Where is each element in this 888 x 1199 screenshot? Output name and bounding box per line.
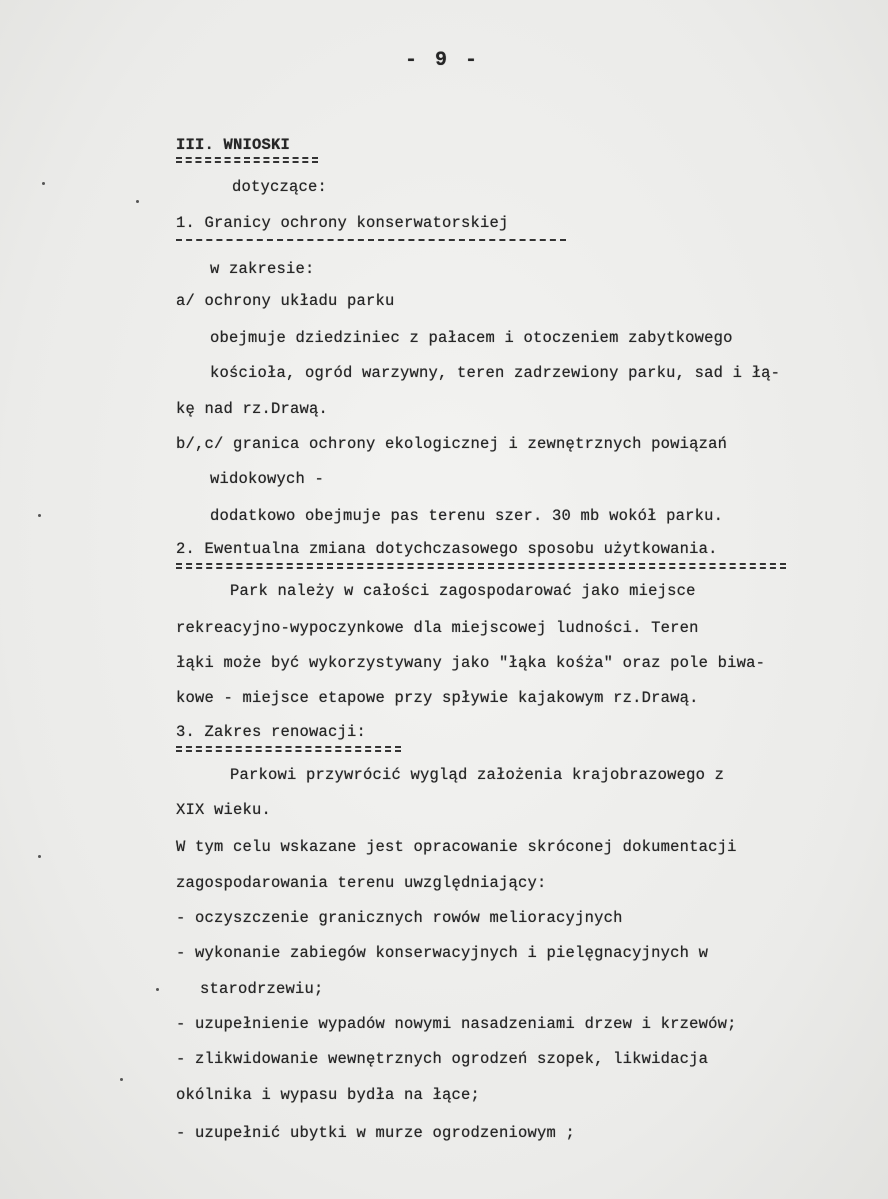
paper-speck bbox=[136, 200, 139, 203]
text-line: okólnika i wypasu bydła na łące; bbox=[176, 1086, 481, 1104]
subheading-1: 1. Granicy ochrony konserwatorskiej bbox=[176, 214, 509, 232]
text-line: obejmuje dziedziniec z pałacem i otoczeniem zabytkowego bbox=[210, 329, 733, 347]
text-line: Parkowi przywrócić wygląd założenia krajobrazowego z bbox=[230, 766, 725, 784]
text-line: rekreacyjno-wypoczynkowe dla miejscowej ludności. Teren bbox=[176, 619, 699, 637]
subheading-2: 2. Ewentualna zmiana dotychczasowego sposobu użytkowania. bbox=[176, 540, 718, 558]
paper-speck bbox=[120, 1078, 123, 1081]
list-item: - uzupełnić ubytki w murze ogrodzeniowym ; bbox=[176, 1124, 576, 1142]
subheading-underline bbox=[176, 239, 566, 241]
text-line: starodrzewiu; bbox=[200, 980, 324, 998]
text-line: kę nad rz.Drawą. bbox=[176, 400, 329, 418]
text-line: w zakresie: bbox=[210, 260, 315, 278]
text-line: łąki może być wykorzystywany jako "łąka kośża" oraz pole biwa- bbox=[176, 654, 766, 672]
text-line: widokowych - bbox=[210, 470, 325, 488]
text-line: kowe - miejsce etapowe przy spływie kajakowym rz.Drawą. bbox=[176, 689, 699, 707]
paper-speck bbox=[42, 182, 45, 185]
heading-underline bbox=[176, 157, 318, 159]
text-line: a/ ochrony układu parku bbox=[176, 292, 395, 310]
list-item: - oczyszczenie granicznych rowów melioracyjnych bbox=[176, 909, 623, 927]
paper-speck bbox=[156, 988, 159, 991]
subheading-underline bbox=[176, 563, 786, 565]
text-line: dotyczące: bbox=[232, 178, 328, 196]
section-heading: III. WNIOSKI bbox=[176, 136, 291, 154]
list-item: - wykonanie zabiegów konserwacyjnych i pielęgnacyjnych w bbox=[176, 944, 709, 962]
list-item: - zlikwidowanie wewnętrznych ogrodzeń szopek, likwidacja bbox=[176, 1050, 709, 1068]
text-line: dodatkowo obejmuje pas terenu szer. 30 mb wokół parku. bbox=[210, 507, 724, 525]
text-line: kościoła, ogród warzywny, teren zadrzewiony parku, sad i łą- bbox=[210, 364, 781, 382]
text-line: b/,c/ granica ochrony ekologicznej i zewnętrznych powiązań bbox=[176, 435, 728, 453]
subheading-3: 3. Zakres renowacji: bbox=[176, 723, 367, 741]
paper-speck bbox=[38, 514, 41, 517]
page-number: - 9 - bbox=[405, 49, 481, 72]
text-line: W tym celu wskazane jest opracowanie skróconej dokumentacji bbox=[176, 838, 737, 856]
text-line: Park należy w całości zagospodarować jako miejsce bbox=[230, 582, 696, 600]
paper-speck bbox=[38, 855, 41, 858]
text-line: XIX wieku. bbox=[176, 801, 272, 819]
subheading-underline bbox=[176, 746, 401, 748]
text-line: zagospodarowania terenu uwzględniający: bbox=[176, 874, 547, 892]
list-item: - uzupełnienie wypadów nowymi nasadzeniami drzew i krzewów; bbox=[176, 1015, 737, 1033]
